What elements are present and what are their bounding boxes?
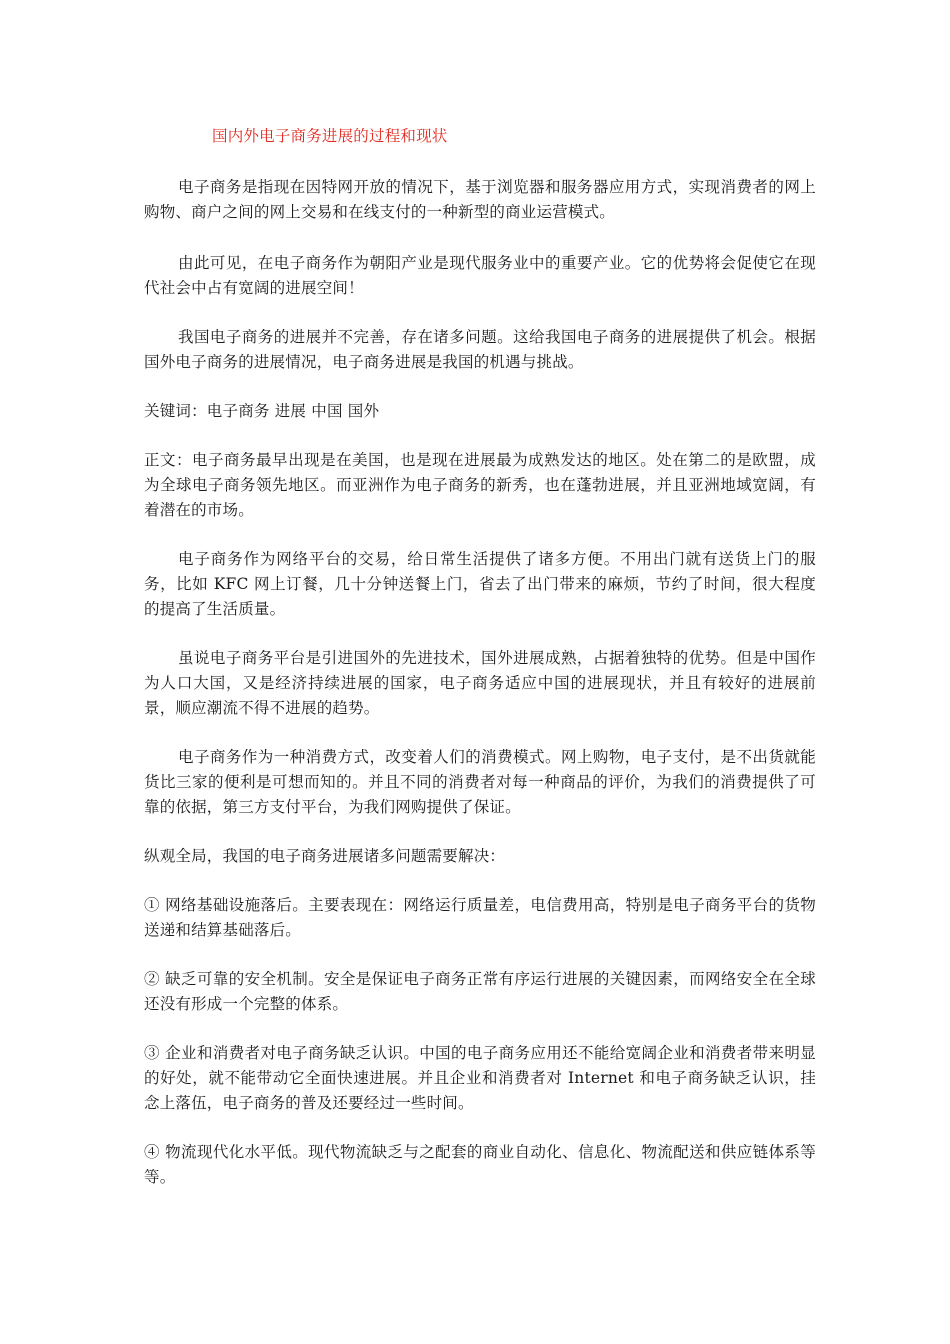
document-body (144, 175, 816, 1214)
paragraph-foreign-tech: 虽说电子商务平台是引进国外的先进技术，国外进展成熟，占据着独特的优势。但是中国作为人口大国，又是经济持续进展的国家，电子商务适应中国的进展现状，并且有较好的进展前景，顺应潮流不得不进展的趋势。 (144, 649, 816, 717)
list-item-logistics: ④ 物流现代化水平低。现代物流缺乏与之配套的商业自动化、信息化、物流配送和供应链体系等等。 (144, 1143, 816, 1186)
list-item-security: ② 缺乏可靠的安全机制。安全是保证电子商务正常有序运行进展的关键因素，而网络安全在全球还没有形成一个完整的体系。 (144, 970, 816, 1013)
paragraph-keywords: 关键词：电子商务 进展 中国 国外 (144, 402, 380, 420)
paragraph-convenience: 电子商务作为网络平台的交易，给日常生活提供了诸多方便。不用出门就有送货上门的服务，比如 KFC 网上订餐，几十分钟送餐上门，省去了出门带来的麻烦，节约了时间，很大程度的提高了生活质量。 (144, 550, 816, 618)
paragraph-problems-intro: 我国电子商务的进展并不完善，存在诸多问题。这给我国电子商务的进展提供了机会。根据国外电子商务的进展情况，电子商务进展是我国的机遇与挑战。 (144, 328, 816, 371)
paragraph-consumption: 电子商务作为一种消费方式，改变着人们的消费模式。网上购物，电子支付，是不出货就能货比三家的便利是可想而知的。并且不同的消费者对每一种商品的评价，为我们的消费提供了可靠的依据，第三方支付平台，为我们网购提供了保证。 (144, 748, 816, 816)
list-item-awareness: ③ 企业和消费者对电子商务缺乏认识。中国的电子商务应用还不能给宽阔企业和消费者带来明显的好处，就不能带动它全面快速进展。并且企业和消费者对 Internet 和电子商务缺乏认识，挂念上落伍，电子商务的普及还要经过一些时间。 (144, 1044, 816, 1112)
paragraph-advantage: 由此可见，在电子商务作为朝阳产业是现代服务业中的重要产业。它的优势将会促使它在现代社会中占有宽阔的进展空间！ (144, 254, 816, 297)
paragraph-definition: 电子商务是指现在因特网开放的情况下，基于浏览器和服务器应用方式，实现消费者的网上购物、商户之间的网上交易和在线支付的一种新型的商业运营模式。 (144, 178, 816, 221)
list-item-infrastructure: ① 网络基础设施落后。主要表现在：网络运行质量差，电信费用高，特别是电子商务平台的货物送递和结算基础落后。 (144, 896, 816, 939)
paragraph-main-text: 正文：电子商务最早出现是在美国，也是现在进展最为成熟发达的地区。处在第二的是欧盟，成为全球电子商务领先地区。而亚洲作为电子商务的新秀，也在蓬勃进展，并且亚洲地域宽阔，有着潜在的市场。 (144, 451, 816, 519)
document-title: 国内外电子商务进展的过程和现状 (212, 127, 448, 145)
paragraph-overview: 纵观全局，我国的电子商务进展诸多问题需要解决： (144, 847, 506, 865)
